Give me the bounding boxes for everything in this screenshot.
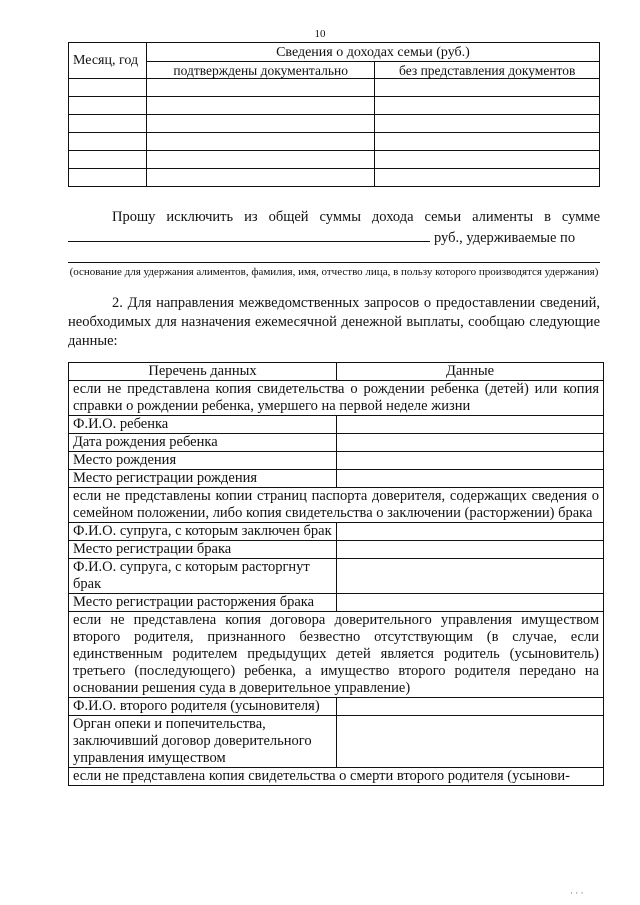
section-trust-condition: если не представлена копия договора доверительного управления имуществом второго родителя, признанного безвестно отсутствующим (в случае, если единственным родителем предыдущих детей является родитель (усыновитель) третьего (последующего) ребенка, а имущество второго родителя передано на основании решения суда в доверительное управление) <box>69 612 604 698</box>
income-row <box>69 133 600 151</box>
cell[interactable] <box>146 97 375 115</box>
income-row <box>69 169 600 187</box>
alimony-line-1: Прошу исключить из общей суммы дохода семьи алименты в сумме <box>112 209 600 225</box>
income-month-header: Месяц, год <box>69 43 147 79</box>
spouse-divorced-label: Ф.И.О. супруга, с которым расторгнут брак <box>69 559 337 594</box>
divorce-reg-place-field[interactable] <box>337 594 604 612</box>
marriage-reg-place-field[interactable] <box>337 541 604 559</box>
alimony-line-2-suffix: руб., удерживаемые по <box>434 230 576 246</box>
birth-reg-place-label: Место регистрации рождения <box>69 470 337 488</box>
cell[interactable] <box>69 115 147 133</box>
section-marriage-condition: если не представлены копии страниц паспорта доверителя, содержащих сведения о семейном положении, либо копия свидетельства о заключении (расторжении) брака <box>69 488 604 523</box>
cell[interactable] <box>146 79 375 97</box>
basis-blank-line[interactable] <box>68 262 600 263</box>
cell[interactable] <box>375 133 600 151</box>
spouse-divorced-field[interactable] <box>337 559 604 594</box>
cell[interactable] <box>146 169 375 187</box>
birth-place-label: Место рождения <box>69 452 337 470</box>
cell[interactable] <box>69 133 147 151</box>
guardianship-body-field[interactable] <box>337 716 604 768</box>
income-undocumented-header: без представления документов <box>375 62 600 79</box>
income-row <box>69 79 600 97</box>
cell[interactable] <box>375 169 600 187</box>
cell[interactable] <box>69 151 147 169</box>
scan-mark: · · · <box>570 888 584 898</box>
second-parent-name-label: Ф.И.О. второго родителя (усыновителя) <box>69 698 337 716</box>
data-table <box>68 362 604 786</box>
birth-date-label: Дата рождения ребенка <box>69 434 337 452</box>
cell[interactable] <box>146 133 375 151</box>
section-death-condition: если не представлена копия свидетельства о смерти второго родителя (усынови- <box>69 768 604 786</box>
section-birth-condition: если не представлена копия свидетельства о рождении ребенка (детей) или копия справки о рождении ребенка, умершего на первой неделе жизни <box>69 381 604 416</box>
spouse-married-label: Ф.И.О. супруга, с которым заключен брак <box>69 523 337 541</box>
second-parent-name-field[interactable] <box>337 698 604 716</box>
birth-reg-place-field[interactable] <box>337 470 604 488</box>
divorce-reg-place-label: Место регистрации расторжения брака <box>69 594 337 612</box>
birth-place-field[interactable] <box>337 452 604 470</box>
cell[interactable] <box>69 97 147 115</box>
cell[interactable] <box>69 79 147 97</box>
data-list-header: Перечень данных <box>69 363 337 381</box>
income-row <box>69 115 600 133</box>
income-header: Сведения о доходах семьи (руб.) <box>146 43 599 62</box>
birth-date-field[interactable] <box>337 434 604 452</box>
section-2-paragraph: 2. Для направления межведомственных запросов о предоставлении сведений, необходимых для назначения ежемесячной денежной выплаты, сообщаю следующие данные: <box>68 295 600 349</box>
cell[interactable] <box>146 151 375 169</box>
income-row <box>69 151 600 169</box>
income-documented-header: подтверждены документально <box>146 62 375 79</box>
alimony-line-2 <box>68 227 600 248</box>
page-number: 10 <box>314 28 326 40</box>
guardianship-body-label: Орган опеки и попечительства, заключивший договор доверительного управления имуществом <box>69 716 337 768</box>
cell[interactable] <box>375 115 600 133</box>
data-value-header: Данные <box>337 363 604 381</box>
alimony-paragraph <box>68 208 600 248</box>
amount-blank[interactable] <box>68 227 430 242</box>
cell[interactable] <box>375 79 600 97</box>
cell[interactable] <box>69 169 147 187</box>
cell[interactable] <box>375 151 600 169</box>
cell[interactable] <box>375 97 600 115</box>
marriage-reg-place-label: Место регистрации брака <box>69 541 337 559</box>
income-table <box>68 42 600 187</box>
child-name-label: Ф.И.О. ребенка <box>69 416 337 434</box>
basis-caption: (основание для удержания алиментов, фамилия, имя, отчество лица, в пользу которого производятся удержания) <box>69 266 599 278</box>
cell[interactable] <box>146 115 375 133</box>
spouse-married-field[interactable] <box>337 523 604 541</box>
income-row <box>69 97 600 115</box>
child-name-field[interactable] <box>337 416 604 434</box>
